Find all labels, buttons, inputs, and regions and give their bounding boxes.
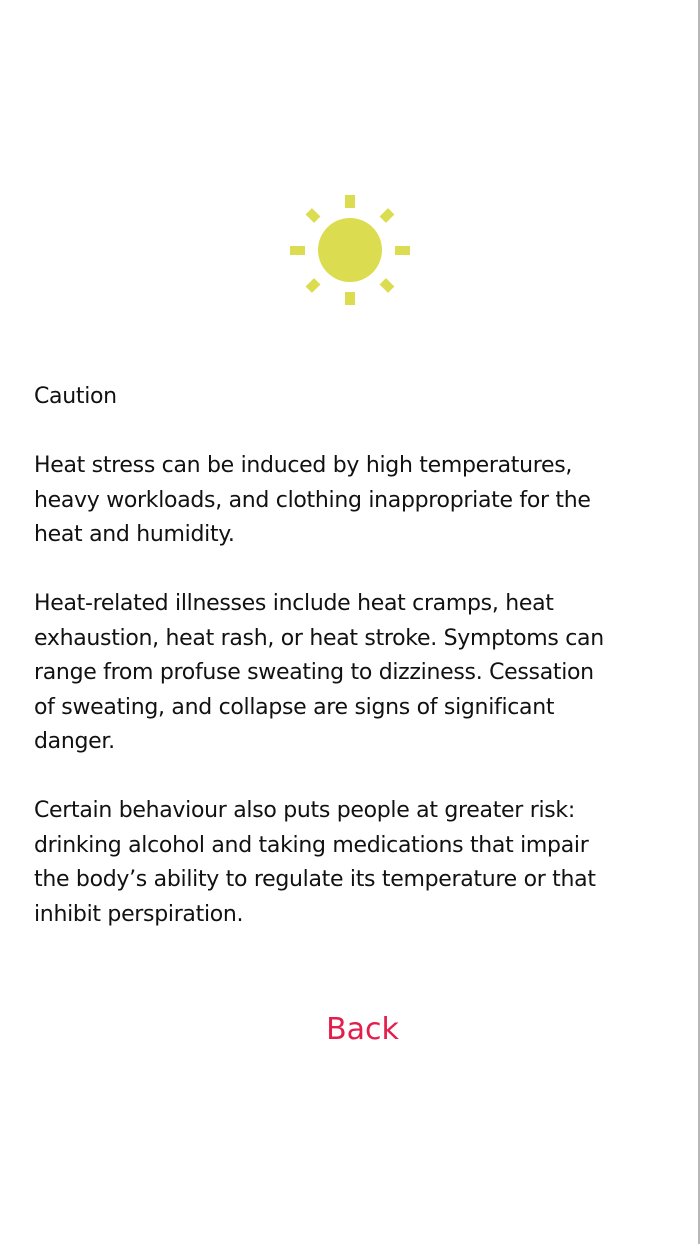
text-line: inhibit perspiration. <box>34 901 244 927</box>
text-line: the body’s ability to regulate its temperature or that <box>34 867 596 892</box>
paragraph-heat-stress <box>34 449 674 553</box>
text-line: heat and humidity. <box>34 522 235 547</box>
text-line: range from profuse sweating to dizziness. Cessation <box>34 660 594 685</box>
sun-icon <box>285 190 415 310</box>
caution-content <box>34 380 674 967</box>
paragraph-behaviour <box>34 794 674 932</box>
text-line: drinking alcohol and taking medications that impair <box>34 832 589 858</box>
text-line: Heat-related illnesses include heat cramps, heat <box>34 591 554 616</box>
text-line: Heat stress can be induced by high temperatures, <box>34 453 573 478</box>
paragraph-illnesses <box>34 587 674 760</box>
caution-heading: Caution <box>34 384 117 409</box>
text-line: heavy workloads, and clothing inappropriate for the <box>34 487 591 513</box>
text-line: danger. <box>34 729 115 754</box>
back-button[interactable]: Back <box>326 1012 399 1047</box>
text-line: Certain behaviour also puts people at greater risk: <box>34 798 575 823</box>
text-line: of sweating, and collapse are signs of significant <box>34 694 555 720</box>
text-line: exhaustion, heat rash, or heat stroke. Symptoms can <box>34 625 604 651</box>
